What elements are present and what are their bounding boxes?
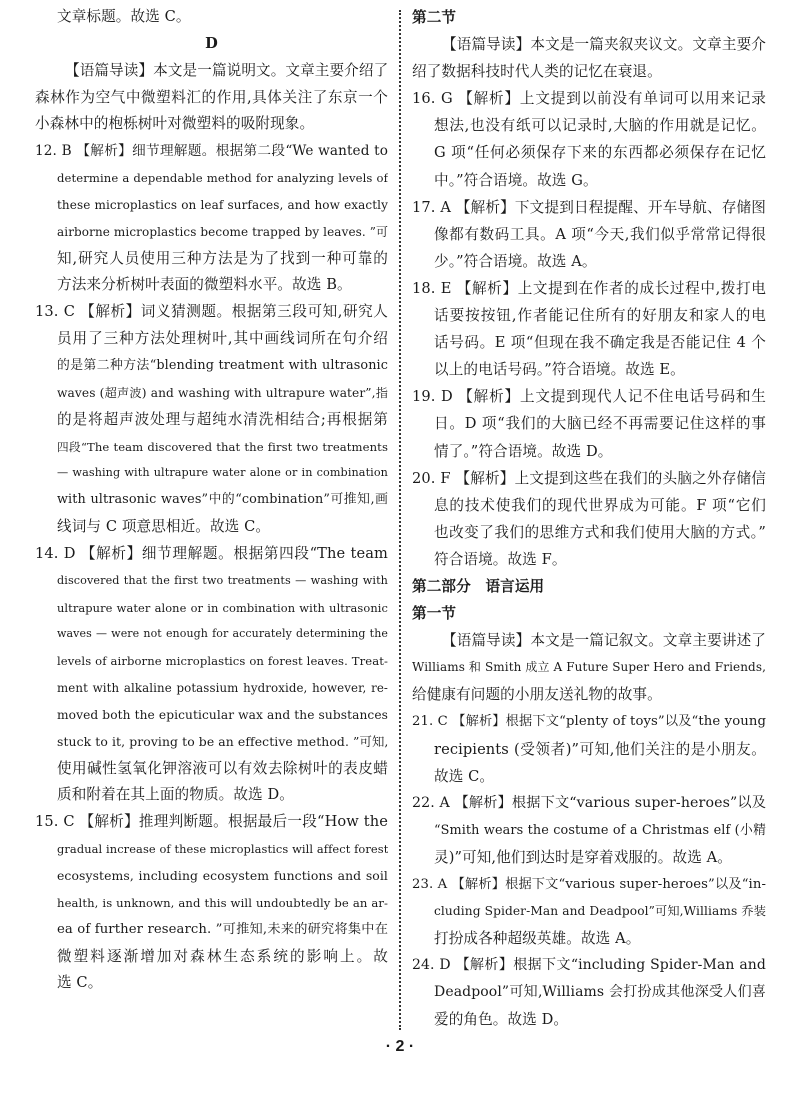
text-line: 文章标题。故选 C。 xyxy=(57,8,191,25)
text-line: 16. G 【解析】上文提到以前没有单词可以用来记录 xyxy=(412,90,766,108)
text-line: Deadpool”可知,Williams 会打扮成其他深受人们喜 xyxy=(434,984,766,1001)
text-line: 话号码。E 项“但现在我不确定我是否能记住 4 个 xyxy=(434,334,766,352)
text-line: 使用碱性氢氧化钾溶液可以有效去除树叶的表皮蜡 xyxy=(57,759,388,777)
text-line: discovered that the first two treatments — washing with xyxy=(57,573,388,587)
text-line: 也改变了我们的思维方式和我们使用大脑的方式。” xyxy=(434,523,766,541)
text-line: 小森林中的枹栎树叶对微塑料的吸附现象。 xyxy=(35,115,315,133)
text-line: with ultrasonic waves”中的“combination”可推知,画 xyxy=(57,492,388,508)
text-line: 14. D 【解析】细节理解题。根据第四段“The team xyxy=(35,544,388,562)
text-line: 想法,也没有纸可以记录时,大脑的作用就是记忆。 xyxy=(434,117,766,135)
text-line: 符合语境。故选 F。 xyxy=(434,550,567,568)
text-line: 方法来分析树叶表面的微塑料水平。故选 B。 xyxy=(57,276,352,294)
text-line: 【语篇导读】本文是一篇记叙文。文章主要讲述了 xyxy=(442,632,766,650)
text-line: 12. B 【解析】细节理解题。根据第二段“We wanted to xyxy=(35,143,388,160)
text-line: 日。D 项“我们的大脑已经不再需要记住这样的事 xyxy=(434,415,766,433)
text-line: 爱的角色。故选 D。 xyxy=(434,1011,569,1029)
text-line: recipients (受领者)”可知,他们关注的是小朋友。 xyxy=(434,740,766,758)
left-column xyxy=(35,4,388,997)
text-line: 21. C 【解析】根据下文“plenty of toys”以及“the young xyxy=(412,714,766,730)
text-line: ment with alkaline potassium hydroxide, however, re- xyxy=(57,681,388,696)
text-line: “Smith wears the costume of a Christmas elf (小精 xyxy=(434,822,766,838)
text-line: 少。”符合语境。故选 A。 xyxy=(434,252,597,270)
text-line: 灵)”可知,他们到达时是穿着戏服的。故选 A。 xyxy=(434,848,732,866)
text-line: 22. A 【解析】根据下文“various super-heroes”以及 xyxy=(412,794,766,811)
text-line: ea of further research. ”可推知,未来的研究将集中在 xyxy=(57,921,388,937)
text-line: waves (超声波) and washing with ultrapure water”,指 xyxy=(57,385,388,400)
text-line: 第二部分 语言运用 xyxy=(412,577,545,595)
text-line: 话要按按钮,作者能记住所有的好朋友和家人的电 xyxy=(434,307,766,325)
text-line: stuck to it, proving to be an effective method. ”可知, xyxy=(57,733,388,749)
text-line: 15. C 【解析】推理判断题。根据最后一段“How the xyxy=(35,813,388,831)
text-line: 情了。”符合语境。故选 D。 xyxy=(434,442,613,460)
text-line: cluding Spider-Man and Deadpool”可知,Williams 乔装 xyxy=(434,904,766,919)
text-line: 以上的电话号码。”符合语境。故选 E。 xyxy=(434,361,685,379)
text-line: 知,研究人员使用三种方法是为了找到一种可靠的 xyxy=(57,249,388,267)
text-line: health, is unknown, and this will undoubtedly be an ar- xyxy=(57,895,388,910)
text-line: 【语篇导读】本文是一篇说明文。文章主要介绍了 xyxy=(65,61,388,79)
text-line: airborne microplastics become trapped by leaves. ”可 xyxy=(57,224,388,239)
right-column xyxy=(412,4,766,1034)
text-line: these microplastics on leaf surfaces, and how exactly xyxy=(57,197,388,212)
text-line: 森林作为空气中微塑料汇的作用,具体关注了东京一个 xyxy=(35,88,388,106)
text-line: 员用了三种方法处理树叶,其中画线词所在句介绍 xyxy=(57,330,388,348)
text-line: 线词与 C 项意思相近。故选 C。 xyxy=(57,518,271,536)
text-line: 绍了数据科技时代人类的记忆在衰退。 xyxy=(412,63,662,81)
text-line: 微塑料逐渐增加对森林生态系统的影响上。故 xyxy=(57,947,388,965)
text-line: 的是将超声波处理与超纯水清洗相结合;再根据第 xyxy=(57,410,388,428)
column-divider xyxy=(399,10,401,1030)
text-line: 第一节 xyxy=(412,605,457,623)
text-line: — washing with ultrapure water alone or in combination xyxy=(57,466,388,480)
text-line: 17. A 【解析】下文提到日程提醒、开车导航、存储图 xyxy=(412,198,766,216)
text-line: ecosystems, including ecosystem functions and soil xyxy=(57,868,388,883)
text-line: 息的技术使我们的现代世界成为可能。F 项“它们 xyxy=(434,496,766,514)
text-line: 选 C。 xyxy=(57,974,103,992)
page-number: · 2 · xyxy=(385,1038,415,1055)
text-line: 给健康有问题的小朋友送礼物的故事。 xyxy=(412,686,662,704)
text-line: 18. E 【解析】上文提到在作者的成长过程中,拨打电 xyxy=(412,279,766,297)
text-line: 23. A 【解析】根据下文“various super-heroes”以及“in- xyxy=(412,877,766,892)
text-line: 13. C 【解析】词义猜测题。根据第三段可知,研究人 xyxy=(35,303,388,321)
text-line: 质和附着在其上面的物质。故选 D。 xyxy=(57,786,294,804)
text-line: levels of airborne microplastics on forest leaves. Treat- xyxy=(57,654,388,669)
text-line: G 项“任何必须保存下来的东西都必须保存在记忆 xyxy=(434,144,766,162)
text-line: 第二节 xyxy=(412,9,457,26)
text-line: waves — were not enough for accurately determining the xyxy=(57,627,388,641)
text-line: 【语篇导读】本文是一篇夹叙夹议文。文章主要介 xyxy=(442,36,766,54)
text-line: 打扮成各种超级英雄。故选 A。 xyxy=(434,930,641,948)
text-line: D xyxy=(205,34,218,52)
text-line: Williams 和 Smith 成立 A Future Super Hero and Friends, xyxy=(412,660,766,675)
text-line: 24. D 【解析】根据下文“including Spider-Man and xyxy=(412,957,766,974)
text-line: 四段“The team discovered that the first two treatments xyxy=(57,439,388,454)
text-line: 的是第二种方法“blending treatment with ultrasonic xyxy=(57,357,388,373)
text-line: gradual increase of these microplastics will affect forest xyxy=(57,842,388,857)
text-line: 20. F 【解析】上文提到这些在我们的头脑之外存储信 xyxy=(412,469,766,487)
text-line: determine a dependable method for analyzing levels of xyxy=(57,171,388,186)
text-line: 故选 C。 xyxy=(434,767,495,785)
text-line: 像都有数码工具。A 项“今天,我们似乎常常记得很 xyxy=(434,225,766,243)
text-line: ultrapure water alone or in combination with ultrasonic xyxy=(57,600,388,615)
text-line: 19. D 【解析】上文提到现代人记不住电话号码和生 xyxy=(412,388,766,406)
text-line: moved both the epicuticular wax and the substances xyxy=(57,707,388,722)
text-line: 中。”符合语境。故选 G。 xyxy=(434,171,598,189)
